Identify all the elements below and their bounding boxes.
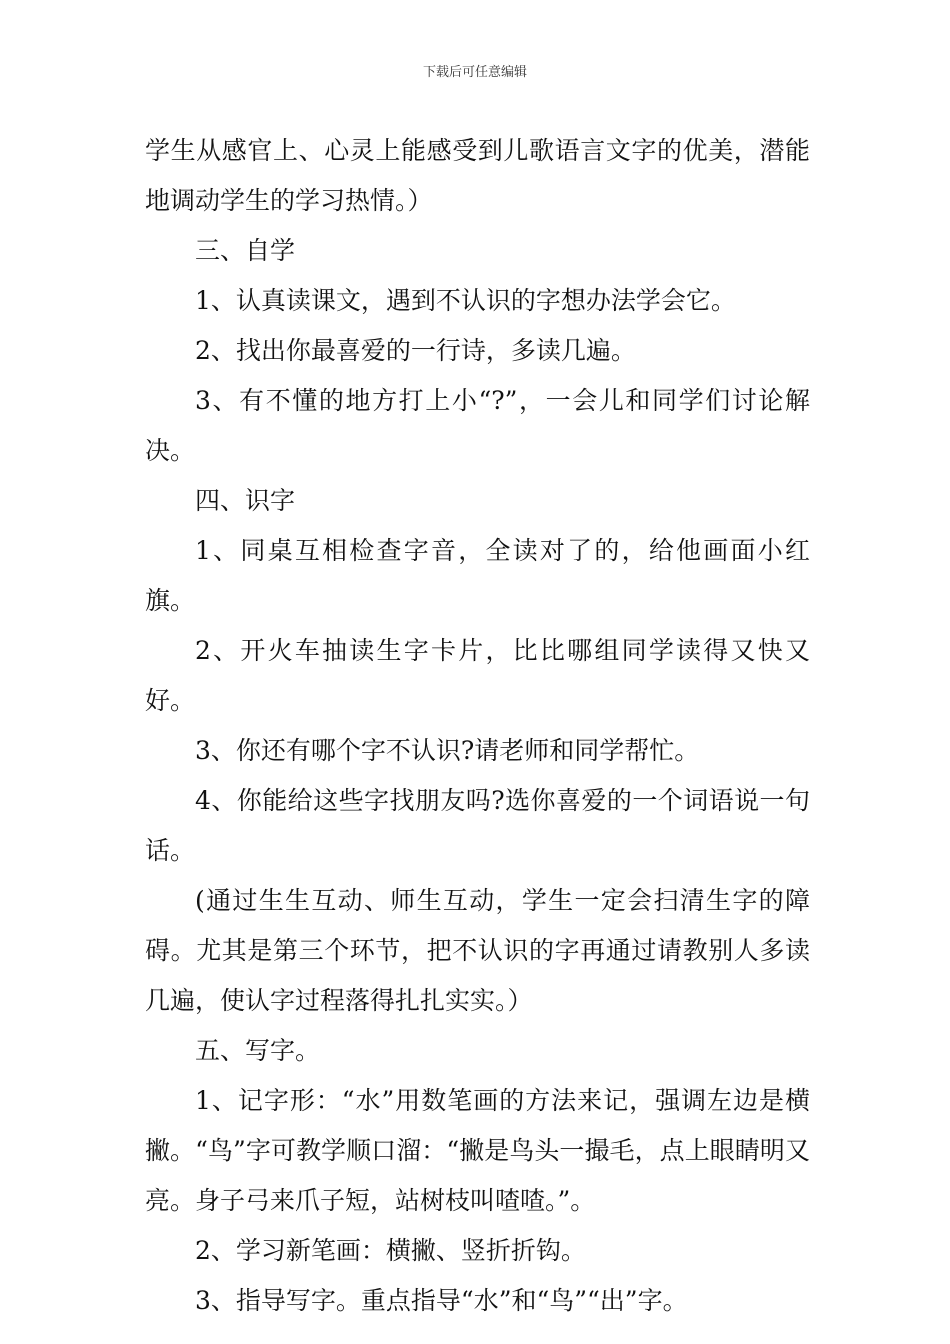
list-item: 3、你还有哪个字不认识?请老师和同学帮忙。 (195, 736, 700, 765)
list-item: 1、记字形：“水”用数笔画的方法来记，强调左边是横撇。“鸟”字可教学顺口溜：“撇是鸟头一撮毛，点上眼睛明又亮。身子弓来爪子短，站树枝叫喳喳。”。 (145, 1086, 810, 1215)
list-item: 3、有不懂的地方打上小“?”，一会儿和同学们讨论解决。 (145, 386, 810, 465)
list-item: 2、学习新笔画：横撇、竖折折钩。 (195, 1236, 586, 1265)
section-heading-literacy: 四、识字 (195, 486, 296, 515)
page-header: 下载后可任意编辑 (422, 65, 527, 80)
list-item: 3、指导写字。重点指导“水”和“鸟”“出”字。 (195, 1286, 688, 1315)
commentary-paragraph: (通过生生互动、师生互动，学生一定会扫清生字的障碍。尤其是第三个环节，把不认识的字再通过请教别人多读几遍，使认字过程落得扎扎实实。） (145, 886, 810, 1015)
paragraph-continuation: 学生从感官上、心灵上能感受到儿歌语言文字的优美，潜能地调动学生的学习热情。） (145, 136, 810, 215)
list-item: 1、认真读课文，遇到不认识的字想办法学会它。 (195, 286, 736, 315)
list-item: 1、同桌互相检查字音，全读对了的，给他画面小红旗。 (145, 536, 810, 615)
document-body (145, 126, 810, 1326)
list-item: 2、找出你最喜爱的一行诗，多读几遍。 (195, 336, 636, 365)
list-item: 4、你能给这些字找朋友吗?选你喜爱的一个词语说一句话。 (145, 786, 810, 865)
list-item: 2、开火车抽读生字卡片，比比哪组同学读得又快又好。 (145, 636, 810, 715)
section-heading-writing: 五、写字。 (195, 1036, 321, 1065)
section-heading-self-study: 三、自学 (195, 236, 296, 265)
